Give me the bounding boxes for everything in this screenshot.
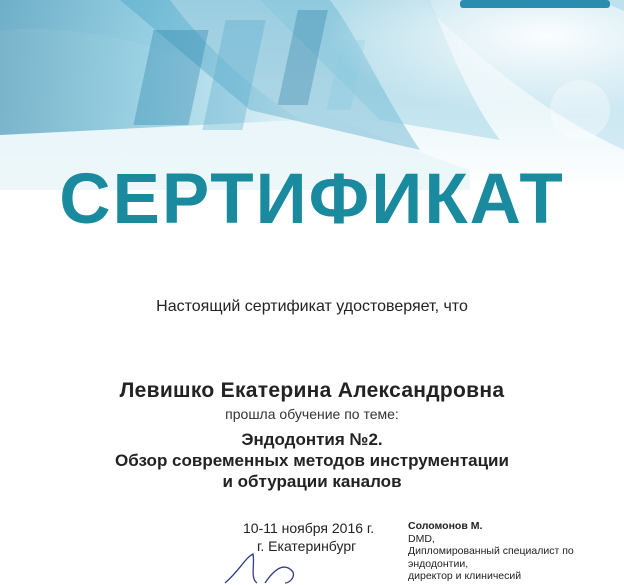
course-city: г. Екатеринбург bbox=[257, 538, 357, 554]
passed-training-text: прошла обучение по теме: bbox=[225, 406, 399, 422]
course-title-line: и обтурации каналов bbox=[222, 472, 402, 491]
course-title-line: Эндодонтия №2. bbox=[241, 430, 383, 449]
recipient-name: Левишко Екатерина Александровна bbox=[119, 379, 505, 402]
signatory-credential: DMD, bbox=[408, 532, 435, 545]
signatory-name: Соломонов М. bbox=[408, 520, 483, 532]
signatory-credential: Дипломированный специалист по bbox=[408, 545, 574, 557]
certificate-intro: Настоящий сертификат удостоверяет, что bbox=[156, 298, 468, 315]
signatory-block bbox=[408, 520, 574, 583]
course-date: 10-11 ноября 2016 г. bbox=[243, 520, 375, 536]
certificate-title: СЕРТИФИКАТ bbox=[59, 160, 565, 239]
course-title-line: Обзор современных методов инструментации bbox=[115, 451, 509, 470]
signatory-credential: директор и клиничесий bbox=[408, 570, 522, 582]
course-title bbox=[0, 429, 624, 492]
handwritten-signature bbox=[215, 550, 375, 585]
signatory-credential: эндодонтии, bbox=[408, 557, 469, 570]
